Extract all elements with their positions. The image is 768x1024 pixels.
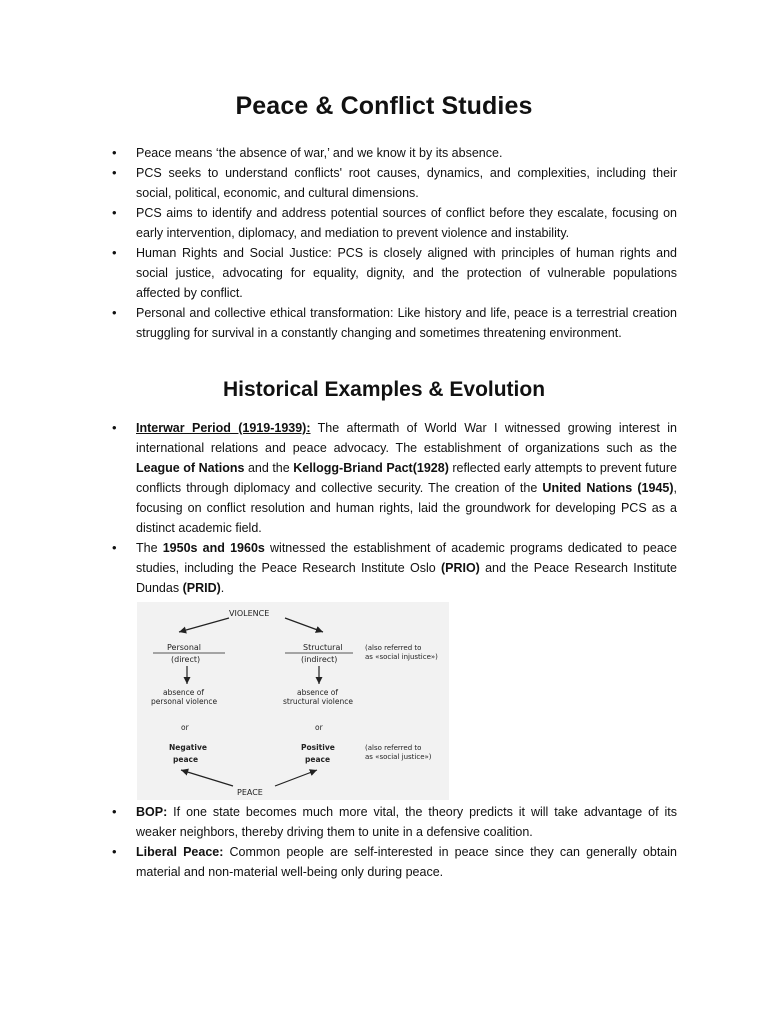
list-item-fifties — [0, 538, 768, 598]
list-item: • Personal and collective ethical transformation: Like history and life, peace is a terrestrial creation struggling for survival in a constantly changing and sometimes threatening environment. — [0, 303, 768, 343]
diagram-violence: VIOLENCE — [229, 609, 270, 618]
theory-bullet-list — [0, 802, 768, 882]
prid-label: (PRID) — [182, 581, 221, 595]
page-title: Peace & Conflict Studies — [235, 92, 533, 120]
arrow-peace-to-negative — [181, 770, 233, 786]
decades-label: 1950s and 1960s — [162, 541, 265, 555]
list-item: • Peace means ‘the absence of war,’ and we know it by its absence. — [0, 143, 768, 163]
interwar-label: Interwar Period (1919-1939): — [136, 421, 311, 435]
diagram-absence-personal-2: personal violence — [151, 697, 218, 706]
interwar-text-2: and the — [244, 461, 294, 475]
diagram-absence-structural-2: structural violence — [283, 697, 353, 706]
diagram-note-top-1: (also referred to — [365, 644, 422, 652]
section-title: Historical Examples & Evolution — [222, 378, 546, 401]
violence-peace-diagram — [137, 602, 449, 800]
liberal-peace-text: Common people are self-interested in peace since they can generally obtain material and non-material well-being only during peace. — [136, 845, 677, 879]
diagram-or-left: or — [181, 723, 189, 732]
diagram-peace: PEACE — [237, 788, 263, 797]
diagram-absence-personal-1: absence of — [163, 688, 204, 697]
arrow-peace-to-positive — [275, 770, 317, 786]
diagram-personal: Personal — [167, 643, 202, 652]
intro-bullet-list — [0, 143, 768, 343]
diagram-note-top-2: as «social injustice») — [365, 653, 438, 661]
list-item-liberal-peace — [0, 842, 768, 882]
interwar-text-3: reflected early attempts to prevent future conflicts through diplomacy and collective security. The creation of the — [136, 461, 678, 495]
fifties-text-2: witnessed the establishment of academic programs dedicated to peace studies, including the Peace Research Institute Oslo — [136, 541, 677, 575]
history-bullet-list — [0, 418, 768, 598]
diagram-svg — [137, 602, 449, 800]
bop-label: BOP: — [136, 805, 168, 819]
list-item: • Human Rights and Social Justice: PCS is closely aligned with principles of human rights and social justice, advocating for equality, dignity, and the protection of vulnerable populations affected by conflict. — [0, 243, 768, 303]
diagram-absence-structural-1: absence of — [297, 688, 338, 697]
liberal-peace-label: Liberal Peace: — [136, 845, 224, 859]
diagram-structural: Structural — [303, 643, 343, 652]
prio-label: (PRIO) — [440, 561, 480, 575]
diagram-note-bottom-2: as «social justice») — [365, 753, 432, 761]
fifties-text-4: . — [220, 581, 225, 595]
list-item-bop — [0, 802, 768, 842]
fifties-text-3: and the Peace Research Institute Dundas — [136, 561, 678, 595]
interwar-text-4: , focusing on conflict resolution and human rights, laid the groundwork for developing PCS as a distinct academic field. — [136, 481, 677, 535]
interwar-text-1: The aftermath of World War I witnessed growing interest in international relations and peace advocacy. The establishment of organizations such as the — [136, 421, 677, 455]
diagram-positive-2: peace — [305, 755, 331, 764]
league-of-nations: League of Nations — [136, 461, 245, 475]
kellogg-briand-pact: Kellogg-Briand Pact(1928) — [293, 461, 449, 475]
united-nations: United Nations (1945) — [542, 481, 674, 495]
fifties-text-1: The — [136, 541, 163, 555]
diagram-or-right: or — [315, 723, 323, 732]
arrow-to-personal — [179, 618, 229, 632]
diagram-indirect: (indirect) — [301, 655, 338, 664]
diagram-negative-1: Negative — [169, 743, 207, 752]
diagram-negative-2: peace — [173, 755, 199, 764]
bop-text: If one state becomes much more vital, the theory predicts it will take advantage of its weaker neighbors, thereby driving them to unite in a defensive coalition. — [136, 805, 677, 839]
diagram-positive-1: Positive — [301, 743, 335, 752]
diagram-direct: (direct) — [171, 655, 201, 664]
arrow-to-structural — [285, 618, 323, 632]
list-item-interwar — [0, 418, 768, 538]
diagram-note-bottom-1: (also referred to — [365, 744, 422, 752]
list-item: • PCS aims to identify and address potential sources of conflict before they escalate, focusing on early intervention, diplomacy, and mediation to prevent violence and instability. — [0, 203, 768, 243]
list-item: • PCS seeks to understand conflicts' root causes, dynamics, and complexities, including their social, political, economic, and cultural dimensions. — [0, 163, 768, 203]
